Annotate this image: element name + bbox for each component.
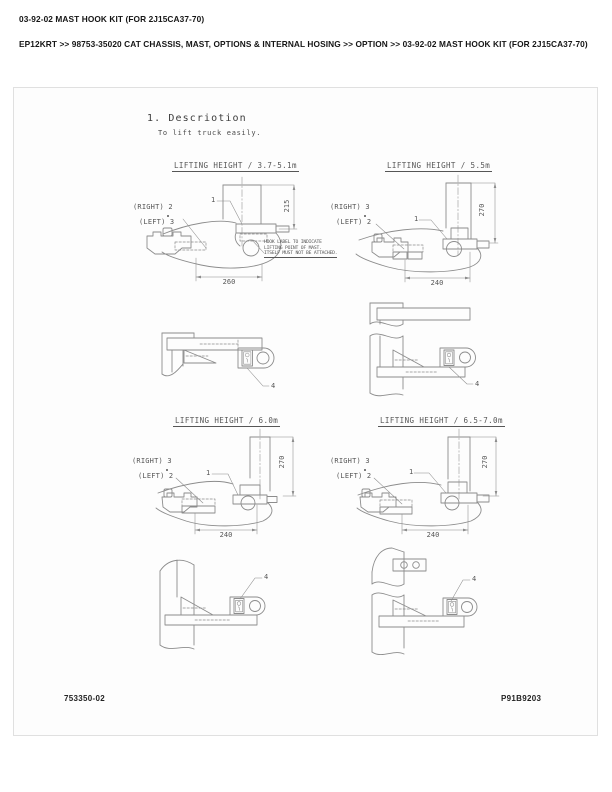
callout-item-1: 1 (409, 468, 414, 476)
hook-plate (441, 482, 489, 510)
drawing-2-line-art (330, 160, 530, 315)
mast-side-view (162, 333, 262, 376)
height-dim-value: 270 (278, 455, 286, 469)
mast-side-view (372, 548, 404, 655)
left-side-label: (LEFT) 2 (336, 472, 372, 480)
hook-lug (230, 597, 265, 615)
hook-lug (238, 348, 274, 368)
bracket-detail-1 (150, 300, 300, 410)
left-side-label: (LEFT) 2 (336, 218, 372, 226)
label-separator-dot (167, 215, 169, 217)
leader-lines (183, 201, 264, 253)
gusset (181, 597, 213, 615)
drawing-1-line-art (130, 160, 330, 310)
drawing-title: LIFTING HEIGHT / 6.5-7.0m (380, 416, 503, 425)
width-dim-value: 240 (426, 531, 440, 539)
guard-profile (356, 229, 481, 272)
leader-lines (374, 473, 446, 504)
left-side-label: (LEFT) 3 (139, 218, 175, 226)
right-side-label: (RIGHT) 2 (133, 203, 173, 211)
drawing-title: LIFTING HEIGHT / 6.0m (175, 416, 279, 425)
leader-line (240, 578, 262, 599)
hook-lug (443, 598, 477, 616)
drawing-3 (130, 415, 330, 565)
height-dim-value: 270 (478, 203, 486, 217)
bracket-detail-2-line-art (360, 295, 510, 410)
bracket-detail-4 (360, 540, 520, 665)
left-bracket (162, 489, 215, 513)
width-dim-value: 260 (222, 278, 236, 286)
width-dim-value: 240 (219, 531, 233, 539)
bracket-detail-4-line-art (360, 540, 520, 665)
hook-plate (443, 228, 489, 257)
drawing-3-line-art (130, 415, 330, 565)
label-separator-dot (166, 469, 168, 471)
left-bracket (372, 234, 423, 259)
width-dim-value: 240 (430, 279, 444, 287)
callout-item-4: 4 (475, 380, 480, 388)
width-dimension (405, 252, 470, 282)
gusset (184, 350, 216, 363)
gusset (393, 350, 424, 367)
width-dimension (195, 505, 257, 534)
right-side-label: (RIGHT) 3 (330, 203, 370, 211)
section-heading: 1. Descriotion (147, 113, 247, 124)
height-dim-value: 215 (283, 199, 291, 213)
arm (165, 615, 257, 625)
arm (377, 367, 465, 377)
right-side-label: (RIGHT) 3 (132, 457, 172, 465)
breadcrumb: EP12KRT >> 98753-35020 CAT CHASSIS, MAST, OPTIONS & INTERNAL HOSING >> OPTION >> 03-92-02 MAST HOOK KIT (FOR 2J15CA37-70) (19, 39, 588, 49)
drawing-title: LIFTING HEIGHT / 5.5m (387, 161, 491, 170)
hook-plate (236, 224, 289, 241)
label-separator-dot (364, 215, 366, 217)
drawing-title: LIFTING HEIGHT / 3.7-5.1m (174, 161, 297, 170)
hook-lug (440, 348, 476, 367)
gusset (393, 600, 426, 616)
arm (379, 616, 464, 627)
guard-profile (357, 482, 481, 525)
note-line-3: ITSELF MUST NOT BE ATTACHED. (264, 251, 338, 256)
section-body: To lift truck easily. (158, 129, 262, 137)
footer-right-code: P91B9203 (501, 694, 542, 703)
height-dim-value: 270 (481, 455, 489, 469)
left-bracket (360, 489, 412, 514)
callout-item-1: 1 (414, 215, 419, 223)
bracket-detail-3-line-art (150, 545, 310, 665)
document-title: 03-92-02 MAST HOOK KIT (FOR 2J15CA37-70) (19, 14, 205, 24)
height-dimension (261, 185, 297, 229)
callout-item-4: 4 (472, 575, 477, 583)
label-separator-dot (364, 469, 366, 471)
callout-item-4: 4 (264, 573, 269, 581)
bracket-detail-1-line-art (150, 300, 300, 410)
two-hole-plate (393, 559, 426, 571)
callout-item-1: 1 (206, 469, 211, 477)
callout-item-1: 1 (211, 196, 216, 204)
bracket-detail-2 (360, 295, 510, 410)
left-side-label: (LEFT) 2 (138, 472, 174, 480)
drawing-2 (330, 160, 530, 315)
leader-lines (376, 220, 447, 249)
leader-line (247, 368, 269, 386)
left-bracket (147, 228, 206, 254)
mast-side-view (160, 560, 194, 649)
bracket-detail-3 (150, 545, 310, 665)
right-side-label: (RIGHT) 3 (330, 457, 370, 465)
hook-label-note (264, 240, 337, 258)
note-line-2: LIFTING POINT OF MAST. (264, 245, 322, 251)
note-line-1: HOOK LABEL TO INDICATE (264, 240, 322, 245)
mast-channel (223, 177, 261, 246)
drawing-1 (130, 160, 338, 310)
callout-item-4: 4 (271, 382, 276, 390)
footer-left-code: 753350-02 (64, 694, 105, 703)
leader-line (449, 367, 473, 384)
mast-side-view (370, 303, 470, 396)
leader-lines (176, 474, 238, 503)
